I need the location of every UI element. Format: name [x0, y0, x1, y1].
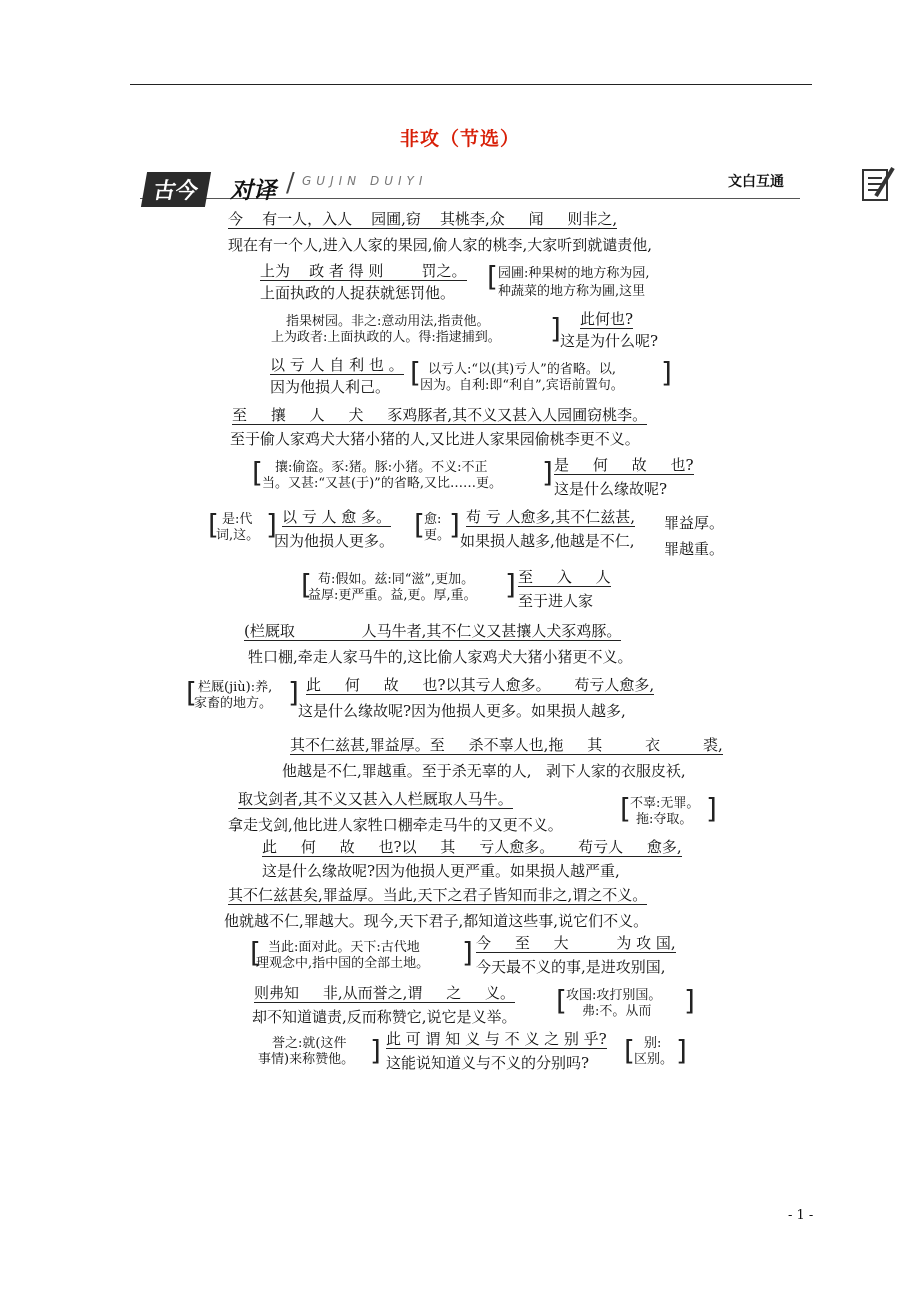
text-line: 其不仁兹甚,罪益厚。至 杀不辜人也,拖 其 衣 裘, [290, 736, 723, 754]
bracket-right: ] [684, 984, 695, 1017]
text-line: 这是什么缘故呢?因为他损人更严重。如果损人越严重, [262, 862, 620, 880]
text-line: 至于偷人家鸡犬大猪小猪的人,又比进人家果园偷桃李更不义。 [230, 430, 640, 448]
bracket-left: [ [487, 260, 498, 293]
bracket-right: ] [661, 356, 672, 389]
annotation-line: 更。 [424, 528, 451, 543]
section-banner [130, 166, 900, 206]
text-line: 今 有一人，入人 园圃,窃 其桃李,众 闻 则非之, [228, 210, 618, 228]
text-line: (栏厩取 人马牛者,其不仁义又甚攘人犬豕鸡豚。 [244, 622, 622, 640]
banner-tag: 文白互通 [728, 174, 784, 190]
text-line: 以 亏 人 自 利 也 。 [270, 356, 404, 374]
text-line: 此 可 谓 知 义 与 不 义 之 别 乎? [386, 1030, 607, 1048]
text-line: 这是什么缘故呢?因为他损人更多。如果损人越多, [298, 702, 626, 720]
text-line: 现在有一个人,进入人家的果园,偷人家的桃李,大家听到就谴责他, [228, 236, 653, 254]
annotation-line: 是:代 [222, 512, 253, 527]
banner-slash: / [286, 168, 295, 198]
bracket-left: [ [252, 456, 263, 489]
page-title: 非攻（节选） [399, 128, 520, 150]
bracket-left: [ [186, 676, 197, 709]
bracket-right: ] [462, 936, 473, 969]
annotation-line: 以亏人:“以(其)亏人”的省略。以, [428, 362, 616, 377]
banner-pinyin: GUJIN DUIYI [302, 174, 428, 188]
bracket-left: [ [250, 936, 261, 969]
annotation-line: 因为。自利:即“利自”,宾语前置句。 [420, 378, 624, 393]
bracket-left: [ [620, 792, 631, 825]
bracket-left: [ [414, 508, 425, 541]
text-line: 至 攘 人 犬 豕鸡豚者,其不义又甚入人园圃窃桃李。 [232, 406, 648, 424]
text-line: 此 何 故 也?以 其 亏人愈多。 苟亏人 愈多, [262, 838, 682, 856]
text-line: 罪越重。 [664, 540, 725, 558]
text-line: 上面执政的人捉获就惩罚他。 [260, 284, 456, 302]
annotation-line: 益厚:更严重。益,更。厚,重。 [308, 588, 477, 603]
bracket-right: ] [288, 676, 299, 709]
banner-label-cursive: 对译 [230, 177, 276, 204]
text-line: 牲口棚,牵走人家马牛的,这比偷人家鸡犬大猪小猪更不义。 [248, 648, 633, 666]
text-line: 却不知道谴责,反而称赞它,说它是义举。 [252, 1008, 517, 1026]
bracket-right: ] [550, 312, 561, 345]
text-line: 这是为什么呢? [560, 332, 659, 350]
bracket-right: ] [706, 792, 717, 825]
annotation-line: 攻国:攻打别国。 [566, 988, 662, 1003]
text-line: 拿走戈剑,他比进人家牲口棚牵走马牛的又更不义。 [228, 816, 563, 834]
text-line: 此 何 故 也?以其亏人愈多。 苟亏人愈多, [306, 676, 655, 694]
text-line: 至 入 人 [518, 568, 611, 586]
bracket-right: ] [505, 568, 516, 601]
bracket-right: ] [370, 1034, 381, 1067]
text-line: 其不仁兹甚矣,罪益厚。当此,天下之君子皆知而非之,谓之不义。 [228, 886, 648, 904]
text-line: 这是什么缘故呢? [554, 480, 668, 498]
text-line: 苟 亏 人愈多,其不仁兹甚, [466, 508, 636, 526]
text-line: 他越是不仁,罪越重。至于杀无辜的人, 剥下人家的衣服皮袄, [282, 762, 686, 780]
annotation-line: 苟:假如。兹:同“滋”,更加。 [318, 572, 475, 587]
annotation-line: 家畜的地方。 [194, 696, 273, 711]
text-line: 罪益厚。 [664, 514, 725, 532]
text-line: 如果损人越多,他越是不仁, [460, 532, 635, 550]
text-line: 因为他损人更多。 [274, 532, 395, 550]
text-line: 是 何 故 也? [554, 456, 694, 474]
annotation-line: 园圃:种果树的地方称为园, [498, 266, 650, 281]
annotation-line: 上为政者:上面执政的人。得:指逮捕到。 [271, 330, 501, 345]
annotation-line: 别: [644, 1036, 662, 1051]
bracket-right: ] [449, 508, 460, 541]
annotation-line: 指果树园。非之:意动用法,指责他。 [286, 314, 490, 329]
annotation-line: 誉之:就(这件 [272, 1036, 347, 1051]
header-rule [130, 84, 812, 85]
bracket-right: ] [542, 456, 553, 489]
text-line: 这能说知道义与不义的分别吗? [386, 1054, 590, 1072]
annotation-line: 种蔬菜的地方称为圃,这里 [498, 284, 646, 299]
text-line: 上为 政 者 得 则 罚之。 [260, 262, 467, 280]
annotation-line: 不辜:无罪。 [630, 796, 700, 811]
text-line: 取戈剑者,其不义又甚入人栏厩取人马牛。 [238, 790, 513, 808]
annotation-line: 区别。 [634, 1052, 674, 1067]
notebook-pencil-icon [860, 164, 896, 204]
bracket-right: ] [676, 1034, 687, 1067]
text-line: 至于进人家 [518, 592, 594, 610]
text-line: 他就越不仁,罪越大。现今,天下君子,都知道这些事,说它们不义。 [224, 912, 649, 930]
text-line: 此何也? [580, 310, 634, 328]
annotation-line: 事情)来称赞他。 [258, 1052, 355, 1067]
bracket-left: [ [556, 984, 567, 1017]
annotation-line: 弗:不。从而 [582, 1004, 652, 1019]
text-line: 以 亏 人 愈 多。 [282, 508, 392, 526]
bracket-left: [ [208, 508, 219, 541]
annotation-line: 理观念中,指中国的全部土地。 [256, 956, 430, 971]
annotation-line: 栏厩(jiù):养, [198, 680, 273, 695]
banner-label-bold: 古今 [141, 172, 211, 207]
annotation-line: 拖:夺取。 [636, 812, 693, 827]
annotation-line: 当。又甚:“又甚(于)”的省略,又比……更。 [262, 476, 502, 491]
bracket-left: [ [410, 356, 421, 389]
text-line: 今天最不义的事,是进攻别国, [476, 958, 666, 976]
text-line: 则弗知 非,从而誉之,谓 之 义。 [254, 984, 516, 1002]
text-line: 今 至 大 为 攻 国, [476, 934, 676, 952]
annotation-line: 愈: [424, 512, 442, 527]
annotation-line: 攘:偷盗。豕:猪。豚:小猪。不义:不正 [275, 460, 488, 475]
bracket-left: [ [301, 568, 312, 601]
annotation-line: 词,这。 [216, 528, 260, 543]
bracket-left: [ [624, 1034, 635, 1067]
annotation-line: 当此:面对此。天下:古代地 [268, 940, 420, 955]
text-line: 因为他损人利己。 [270, 378, 391, 396]
bracket-right: ] [266, 508, 277, 541]
page-number: - 1 - [788, 1208, 814, 1223]
